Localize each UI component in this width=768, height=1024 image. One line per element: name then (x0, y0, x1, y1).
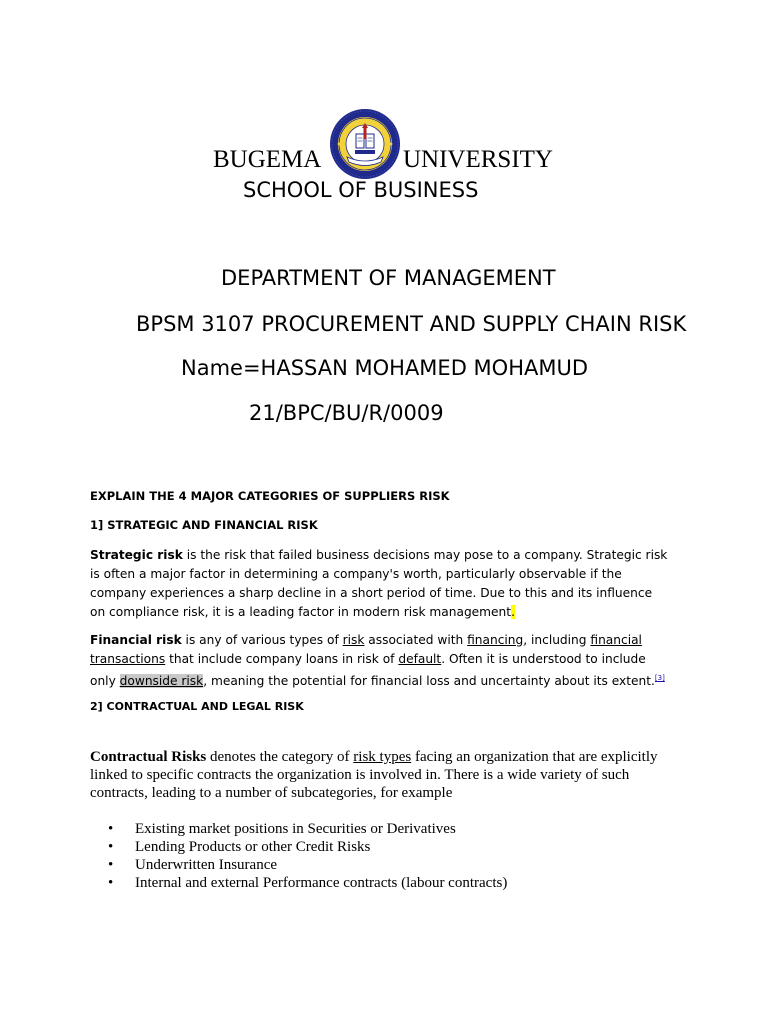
question-heading: EXPLAIN THE 4 MAJOR CATEGORIES OF SUPPLIERS RISK (90, 489, 450, 503)
contractual-risk-term: Contractual Risks (90, 749, 207, 765)
link-risk-types[interactable]: risk types (353, 749, 412, 765)
contractual-text-1: denotes the category of (206, 749, 354, 765)
list-item: • Lending Products or other Credit Risks (108, 838, 507, 856)
course-title: BPSM 3107 PROCUREMENT AND SUPPLY CHAIN RISK (136, 312, 687, 336)
section-2-heading: 2] CONTRACTUAL AND LEGAL RISK (90, 700, 304, 713)
link-financial-transactions[interactable]: financial transactions (90, 633, 642, 666)
department-name: DEPARTMENT OF MANAGEMENT (221, 266, 556, 290)
contractual-text-2: facing an organization that are explicitly linked to specific contracts the organization is involved in. There is a wide variety of such contracts, leading to a number of subcategories, for example (90, 749, 658, 801)
university-name-right: UNIVERSITY (403, 146, 553, 173)
contractual-risk-paragraph (90, 748, 680, 802)
link-financing[interactable]: financing (467, 633, 524, 647)
financial-text-3: , including (523, 633, 591, 647)
financial-risk-term: Financial risk (90, 633, 182, 647)
highlight-mark: . (511, 605, 515, 619)
student-name: Name=HASSAN MOHAMED MOHAMUD (181, 356, 589, 380)
seal-ring (330, 109, 400, 179)
list-item: • Underwritten Insurance (108, 856, 507, 874)
citation-link[interactable]: [3] (654, 674, 665, 682)
financial-text-2: associated with (364, 633, 468, 647)
strategic-risk-term: Strategic risk (90, 548, 183, 562)
list-item: • Existing market positions in Securities or Derivatives (108, 820, 507, 838)
university-name-left: BUGEMA (213, 146, 322, 173)
strategic-risk-paragraph (90, 546, 670, 622)
list-item: • Internal and external Performance contracts (labour contracts) (108, 874, 507, 892)
registration-number: 21/BPC/BU/R/0009 (249, 401, 444, 425)
link-risk[interactable]: risk (342, 633, 365, 647)
section-1-heading: 1] STRATEGIC AND FINANCIAL RISK (90, 518, 318, 532)
financial-risk-paragraph (90, 631, 670, 691)
strategic-risk-text: is the risk that failed business decisions may pose to a company. Strategic risk is often a major factor in determining a company's worth, particularly observable if the company experiences a sharp decline in a short period of time. Due to this and its influence on compliance risk, it is a leading factor in modern risk management (90, 548, 668, 619)
financial-text-4: that include company loans in risk of (165, 652, 399, 666)
financial-text-5: . Often it is understood to include only (90, 652, 646, 689)
financial-text-1: is any of various types of (181, 633, 343, 647)
financial-text-6: , meaning the potential for financial loss and uncertainty about its extent. (203, 674, 655, 689)
link-downside-risk[interactable]: downside risk (119, 674, 204, 689)
school-name: SCHOOL OF BUSINESS (243, 178, 479, 202)
link-default[interactable]: default (398, 652, 442, 666)
university-seal-icon (329, 108, 401, 180)
contract-types-list (108, 820, 507, 892)
